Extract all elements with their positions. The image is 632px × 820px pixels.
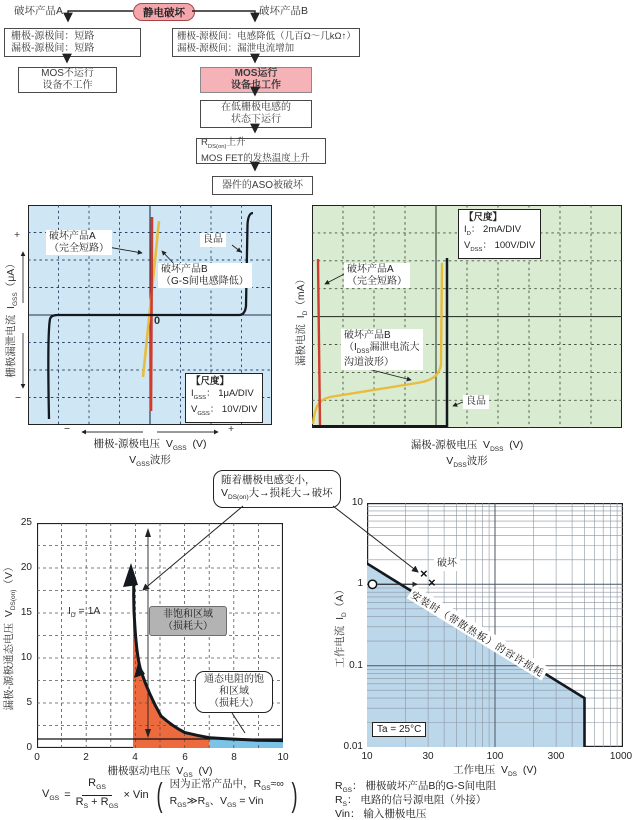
vgss-zero-label: 0 [154, 315, 161, 327]
sat-line3: （损耗大） [209, 698, 259, 709]
vgss-waveform-title: $V_{GSS}$波形 [129, 454, 171, 469]
vgss-scale-line2: $V_{GSS}$： 10V/DIV [191, 403, 258, 417]
vdss-scale-box [458, 209, 541, 259]
vdss-ann-a-line1: 破坏产品A [347, 264, 394, 275]
flow-node-a2 [18, 67, 117, 93]
soa-xtick-100: 100 [486, 751, 504, 762]
flow-node-b1-line1: 栅极-源极间：电感降低（几百Ω～几kΩ↑） [177, 30, 356, 42]
vdson-ytick-25: 25 [20, 517, 32, 528]
sat-line2: 和区域 [219, 686, 249, 697]
vdss-ann-b-line2: （$I_{DSS}$漏泄电流大 [344, 341, 420, 355]
soa-breakdown-cross-1: × [420, 566, 428, 581]
soa-xtick-1000: 1000 [609, 751, 632, 762]
flow-node-b5-line1: 器件的ASO被破坏 [221, 179, 304, 191]
vdson-xaxis-label: 栅极驱动电压 $V_{GS}$ (V) [107, 765, 213, 780]
soa-xtick-30: 30 [422, 751, 434, 762]
formula-note-line2: $R_{GS}≫R_S$、$V_{GS}$ = Vin [169, 795, 264, 810]
soa-breakdown-cross-2: × [428, 575, 436, 590]
soa-xtick-10: 10 [361, 751, 373, 762]
vdson-xtick-2: 2 [83, 752, 89, 763]
legend-rgs: $R_{GS}$： 栅极破坏产品B的G-S间电阻 [335, 780, 497, 795]
flow-node-b2 [200, 67, 312, 93]
soa-yaxis-label: 工作电流 $I_D(A)$ [333, 584, 349, 668]
formula-paren-open: ( [156, 776, 163, 814]
soa-ytick-0p1: 0.1 [349, 660, 363, 671]
vdss-annotation-product-a [344, 263, 410, 288]
flow-branch-a-label: 破坏产品A [14, 5, 64, 17]
flow-node-b3 [200, 100, 312, 128]
vdss-ann-a-line2: （完全短路） [347, 275, 407, 287]
flow-node-b1 [172, 28, 360, 57]
soa-xaxis-label: 工作电压 $V_{DS}$ (V) [453, 764, 537, 779]
vgss-yaxis-label: 栅极漏泄电流 $I_{GSS}(\mu A)$ [4, 258, 20, 378]
vdson-ytick-10: 10 [20, 652, 32, 663]
sat-line1: 通态电阻的饱 [204, 674, 264, 685]
vdss-scale-line2: $V_{DSS}$： 100V/DIV [464, 239, 536, 253]
vdss-annotation-good: 良品 [463, 395, 489, 409]
vdson-ytick-15: 15 [20, 607, 32, 618]
vdson-xtick-0: 0 [34, 752, 40, 763]
vdss-scale-title: 【尺度】 [464, 212, 503, 223]
vdson-xtick-10: 10 [277, 752, 289, 763]
vgss-yaxis-plus: + [14, 229, 21, 241]
flow-node-b3-line1: 在低栅极电感的 [221, 102, 291, 113]
flow-node-a2-line1: MOS不运行 [41, 68, 94, 79]
formula-fraction [76, 777, 119, 813]
vdson-id-label: $I_D = 1A$ [68, 605, 101, 620]
vgss-scale-title: 【尺度】 [191, 376, 230, 387]
vgss-xaxis-plus: + [228, 423, 235, 435]
soa-allowable-loss-label: 安装时（带散热板）的容许损耗 [407, 585, 550, 680]
flow-node-b2-line2: 设备也工作 [231, 80, 281, 91]
vdss-waveform-title: $V_{DSS}$波形 [446, 455, 488, 470]
soa-xtick-300: 300 [547, 751, 565, 762]
vdson-xtick-4: 4 [132, 752, 138, 763]
flow-node-b4-line2: MOS FET的发热温度上升 [201, 152, 310, 164]
formula-paren-close: ) [291, 776, 298, 814]
vdson-ytick-5: 5 [26, 697, 32, 708]
vdss-annotation-product-b [341, 329, 423, 370]
vdson-ytick-0: 0 [26, 742, 32, 753]
nonsat-line1: 非饱和区域 [163, 609, 213, 620]
formula-numerator: $R_{GS}$ [82, 777, 112, 796]
vgss-annotation-good: 良品 [200, 233, 226, 247]
nonsat-line2: （损耗大） [163, 621, 213, 632]
soa-ytick-0p01: 0.01 [343, 741, 363, 752]
soa-ytick-10: 10 [351, 497, 363, 508]
soa-ytick-1: 1 [357, 578, 363, 589]
flow-node-b2-line1: MOS运行 [234, 68, 278, 79]
vgss-annotation-product-a [46, 230, 112, 255]
vgss-ann-a-line2: （完全短路） [49, 242, 109, 254]
vdss-ann-b-line3: 沟道波形） [344, 357, 394, 368]
flow-node-esd: 静电破坏 [133, 3, 195, 21]
soa-breakdown-label: 破坏 [434, 557, 460, 571]
formula-lhs: $V_{GS}$ [42, 788, 60, 803]
formula-note [170, 778, 284, 813]
vdson-xtick-8: 8 [231, 752, 237, 763]
vdson-yaxis-label: 漏极-源极通态电压 $V_{DS(on)}(V)$ [2, 561, 18, 711]
flow-node-b4-line1: $R_{DS(on)}$上升 [201, 137, 246, 150]
vdss-xaxis-label: 漏极-源极电压 $V_{DSS}$ (V) [410, 439, 524, 454]
vdson-region-nonsaturation-label [149, 606, 227, 636]
flow-node-a1 [4, 28, 141, 57]
vgss-scale-box [185, 373, 263, 423]
flow-node-a1-line1: 栅极-源极间：短路 [11, 30, 95, 42]
formula-times-vin: × Vin [123, 789, 149, 802]
formula-denominator: $R_S + R_{GS}$ [75, 795, 119, 810]
flow-node-b3-line2: 状态下运行 [231, 114, 281, 125]
vgss-ann-b-line2: （G-S间电感降低） [161, 275, 249, 287]
flow-node-a2-line2: 设备不工作 [42, 80, 93, 91]
vgss-ann-b-line1: 破坏产品B [161, 264, 208, 275]
callout-line1: 随着栅极电感变小， [221, 474, 316, 486]
flow-node-a1-line2: 漏极-源极间：短路 [11, 42, 95, 54]
callout-line2: $V_{DS(on)}$大→损耗大→破坏 [221, 487, 333, 502]
vdss-scale-line1: $I_D$： 2mA/DIV [464, 224, 522, 237]
formula-note-line1: 因为正常产品中，$R_{GS}\approx\infty$ [169, 777, 284, 792]
flow-node-b5 [212, 176, 313, 195]
soa-chart [367, 503, 623, 747]
vgss-ann-a-line1: 破坏产品A [49, 231, 96, 242]
soa-ta-label: Ta = 25°C [372, 722, 426, 737]
flow-node-b1-line2: 漏极-源极间：漏泄电流增加 [177, 42, 295, 54]
vgss-annotation-product-b [158, 263, 252, 288]
gate-resistance-callout [213, 470, 341, 508]
formula-equals: = [64, 789, 71, 802]
legend-rs: $R_S$： 电路的信号源电阻（外接） [335, 794, 487, 809]
legend-vin: Vin： 输入栅极电压 [335, 808, 427, 820]
vgs-formula [42, 777, 300, 813]
vgss-scale-line1: $I_{GSS}$： 1μA/DIV [191, 388, 254, 401]
flow-node-b4 [196, 138, 326, 164]
vdson-ytick-20: 20 [20, 562, 32, 573]
vdss-yaxis-label: 漏极电流 $I_D(mA)$ [294, 273, 310, 367]
vdson-xtick-6: 6 [182, 752, 188, 763]
vgss-xaxis-minus: − [64, 423, 71, 435]
vdss-ann-b-line1: 破坏产品B [344, 330, 391, 341]
flow-branch-b-label: 破坏产品B [259, 5, 309, 17]
vgss-yaxis-minus: − [15, 392, 22, 404]
vgss-xaxis-label: 栅极-源极电压 $V_{GSS}$ (V) [93, 438, 207, 453]
vdson-region-saturation-label [195, 671, 273, 713]
